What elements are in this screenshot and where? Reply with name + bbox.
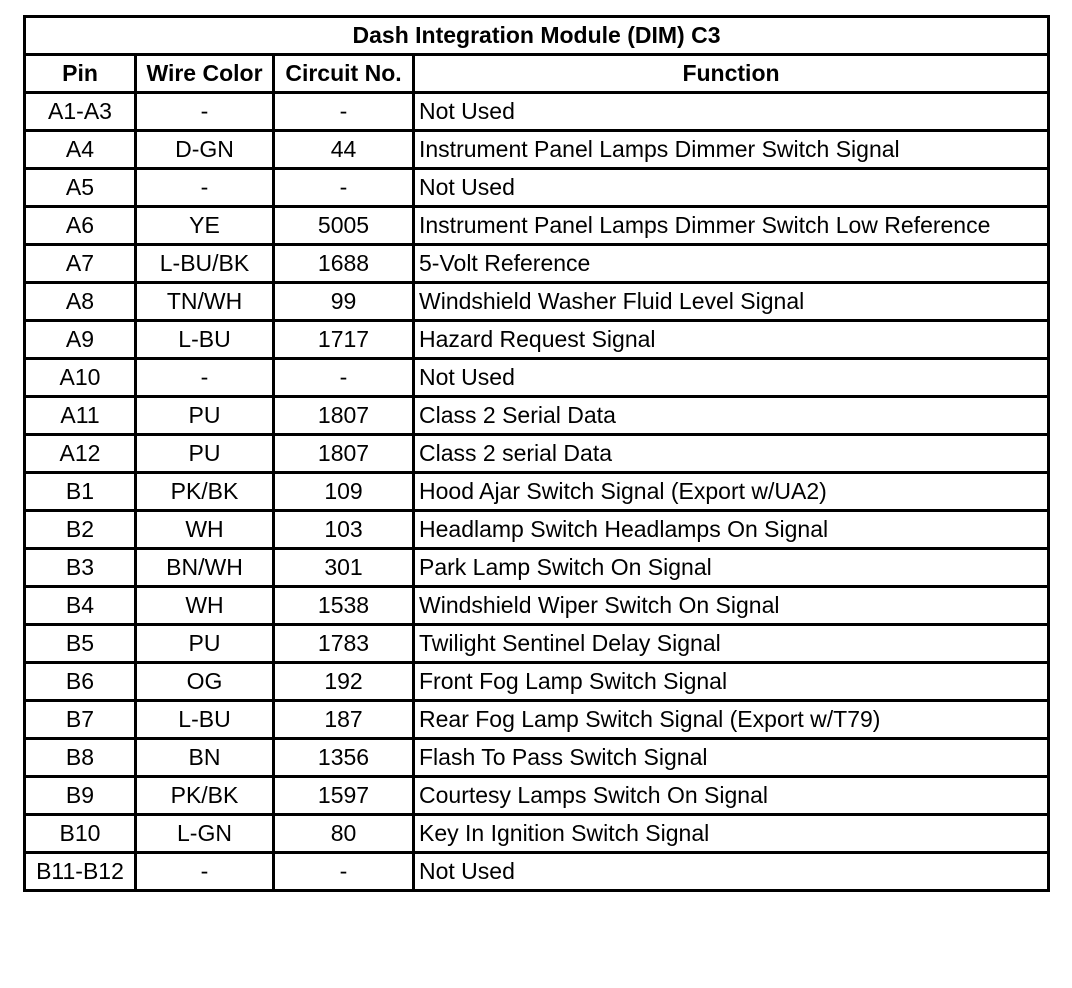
pin-cell: A10: [25, 359, 136, 397]
function-cell: Flash To Pass Switch Signal: [414, 739, 1049, 777]
table-row: [25, 625, 1049, 663]
wire-color-cell: YE: [136, 207, 274, 245]
function-cell: Windshield Washer Fluid Level Signal: [414, 283, 1049, 321]
function-cell: Class 2 serial Data: [414, 435, 1049, 473]
table-row: [25, 473, 1049, 511]
wire-color-cell: PU: [136, 625, 274, 663]
circuit-number-cell: 80: [274, 815, 414, 853]
circuit-number-cell: 1538: [274, 587, 414, 625]
table-row: [25, 207, 1049, 245]
table-row: [25, 549, 1049, 587]
table-row: [25, 739, 1049, 777]
table-row: [25, 359, 1049, 397]
wire-color-cell: TN/WH: [136, 283, 274, 321]
table-body: [25, 93, 1049, 891]
wire-color-cell: L-GN: [136, 815, 274, 853]
wire-color-cell: WH: [136, 587, 274, 625]
function-cell: Key In Ignition Switch Signal: [414, 815, 1049, 853]
wire-color-cell: PK/BK: [136, 777, 274, 815]
circuit-number-cell: 1807: [274, 435, 414, 473]
table-row: [25, 131, 1049, 169]
pin-cell: B6: [25, 663, 136, 701]
circuit-number-cell: 1807: [274, 397, 414, 435]
wire-color-cell: -: [136, 359, 274, 397]
header-wire-color: Wire Color: [136, 55, 274, 93]
function-cell: Not Used: [414, 169, 1049, 207]
table-row: [25, 853, 1049, 891]
wire-color-cell: -: [136, 853, 274, 891]
wire-color-cell: D-GN: [136, 131, 274, 169]
header-pin: Pin: [25, 55, 136, 93]
circuit-number-cell: 187: [274, 701, 414, 739]
pin-cell: B7: [25, 701, 136, 739]
function-cell: Not Used: [414, 93, 1049, 131]
function-cell: Headlamp Switch Headlamps On Signal: [414, 511, 1049, 549]
function-cell: Front Fog Lamp Switch Signal: [414, 663, 1049, 701]
pin-cell: A6: [25, 207, 136, 245]
table-row: [25, 435, 1049, 473]
circuit-number-cell: 103: [274, 511, 414, 549]
wire-color-cell: WH: [136, 511, 274, 549]
table-row: [25, 663, 1049, 701]
pin-cell: B8: [25, 739, 136, 777]
function-cell: Park Lamp Switch On Signal: [414, 549, 1049, 587]
pin-cell: A4: [25, 131, 136, 169]
pin-cell: A5: [25, 169, 136, 207]
pin-cell: A7: [25, 245, 136, 283]
table-row: [25, 93, 1049, 131]
header-function: Function: [414, 55, 1049, 93]
pin-cell: A1-A3: [25, 93, 136, 131]
header-circuit-number: Circuit No.: [274, 55, 414, 93]
circuit-number-cell: 5005: [274, 207, 414, 245]
wire-color-cell: OG: [136, 663, 274, 701]
pin-cell: B10: [25, 815, 136, 853]
table-row: [25, 701, 1049, 739]
pin-cell: B1: [25, 473, 136, 511]
circuit-number-cell: 301: [274, 549, 414, 587]
circuit-number-cell: 99: [274, 283, 414, 321]
wire-color-cell: L-BU: [136, 321, 274, 359]
wire-color-cell: -: [136, 93, 274, 131]
wire-color-cell: L-BU: [136, 701, 274, 739]
table-row: [25, 169, 1049, 207]
function-cell: Instrument Panel Lamps Dimmer Switch Signal: [414, 131, 1049, 169]
circuit-number-cell: -: [274, 853, 414, 891]
table-row: [25, 397, 1049, 435]
pin-cell: A11: [25, 397, 136, 435]
table-title: Dash Integration Module (DIM) C3: [25, 17, 1049, 55]
table-row: [25, 587, 1049, 625]
circuit-number-cell: 1597: [274, 777, 414, 815]
function-cell: Courtesy Lamps Switch On Signal: [414, 777, 1049, 815]
function-cell: Not Used: [414, 853, 1049, 891]
function-cell: Windshield Wiper Switch On Signal: [414, 587, 1049, 625]
circuit-number-cell: 192: [274, 663, 414, 701]
pin-cell: B2: [25, 511, 136, 549]
connector-pinout-table: [23, 15, 1050, 892]
function-cell: Class 2 Serial Data: [414, 397, 1049, 435]
wire-color-cell: PK/BK: [136, 473, 274, 511]
table-row: [25, 777, 1049, 815]
function-cell: Rear Fog Lamp Switch Signal (Export w/T79): [414, 701, 1049, 739]
circuit-number-cell: 44: [274, 131, 414, 169]
table-row: [25, 245, 1049, 283]
circuit-number-cell: -: [274, 93, 414, 131]
pin-cell: A9: [25, 321, 136, 359]
circuit-number-cell: 1717: [274, 321, 414, 359]
circuit-number-cell: -: [274, 169, 414, 207]
pin-cell: B4: [25, 587, 136, 625]
circuit-number-cell: 1356: [274, 739, 414, 777]
pin-cell: B5: [25, 625, 136, 663]
table-row: [25, 511, 1049, 549]
function-cell: 5-Volt Reference: [414, 245, 1049, 283]
circuit-number-cell: 1688: [274, 245, 414, 283]
circuit-number-cell: 1783: [274, 625, 414, 663]
wire-color-cell: L-BU/BK: [136, 245, 274, 283]
function-cell: Hood Ajar Switch Signal (Export w/UA2): [414, 473, 1049, 511]
function-cell: Twilight Sentinel Delay Signal: [414, 625, 1049, 663]
function-cell: Instrument Panel Lamps Dimmer Switch Low Reference: [414, 207, 1049, 245]
wire-color-cell: PU: [136, 397, 274, 435]
table-title-row: [25, 17, 1049, 55]
function-cell: Hazard Request Signal: [414, 321, 1049, 359]
wire-color-cell: -: [136, 169, 274, 207]
table-header-row: [25, 55, 1049, 93]
circuit-number-cell: 109: [274, 473, 414, 511]
table-row: [25, 283, 1049, 321]
table-row: [25, 815, 1049, 853]
pin-cell: A12: [25, 435, 136, 473]
table-row: [25, 321, 1049, 359]
circuit-number-cell: -: [274, 359, 414, 397]
wire-color-cell: PU: [136, 435, 274, 473]
pin-cell: B9: [25, 777, 136, 815]
pin-cell: B11-B12: [25, 853, 136, 891]
pin-cell: B3: [25, 549, 136, 587]
function-cell: Not Used: [414, 359, 1049, 397]
wire-color-cell: BN/WH: [136, 549, 274, 587]
pin-cell: A8: [25, 283, 136, 321]
wire-color-cell: BN: [136, 739, 274, 777]
